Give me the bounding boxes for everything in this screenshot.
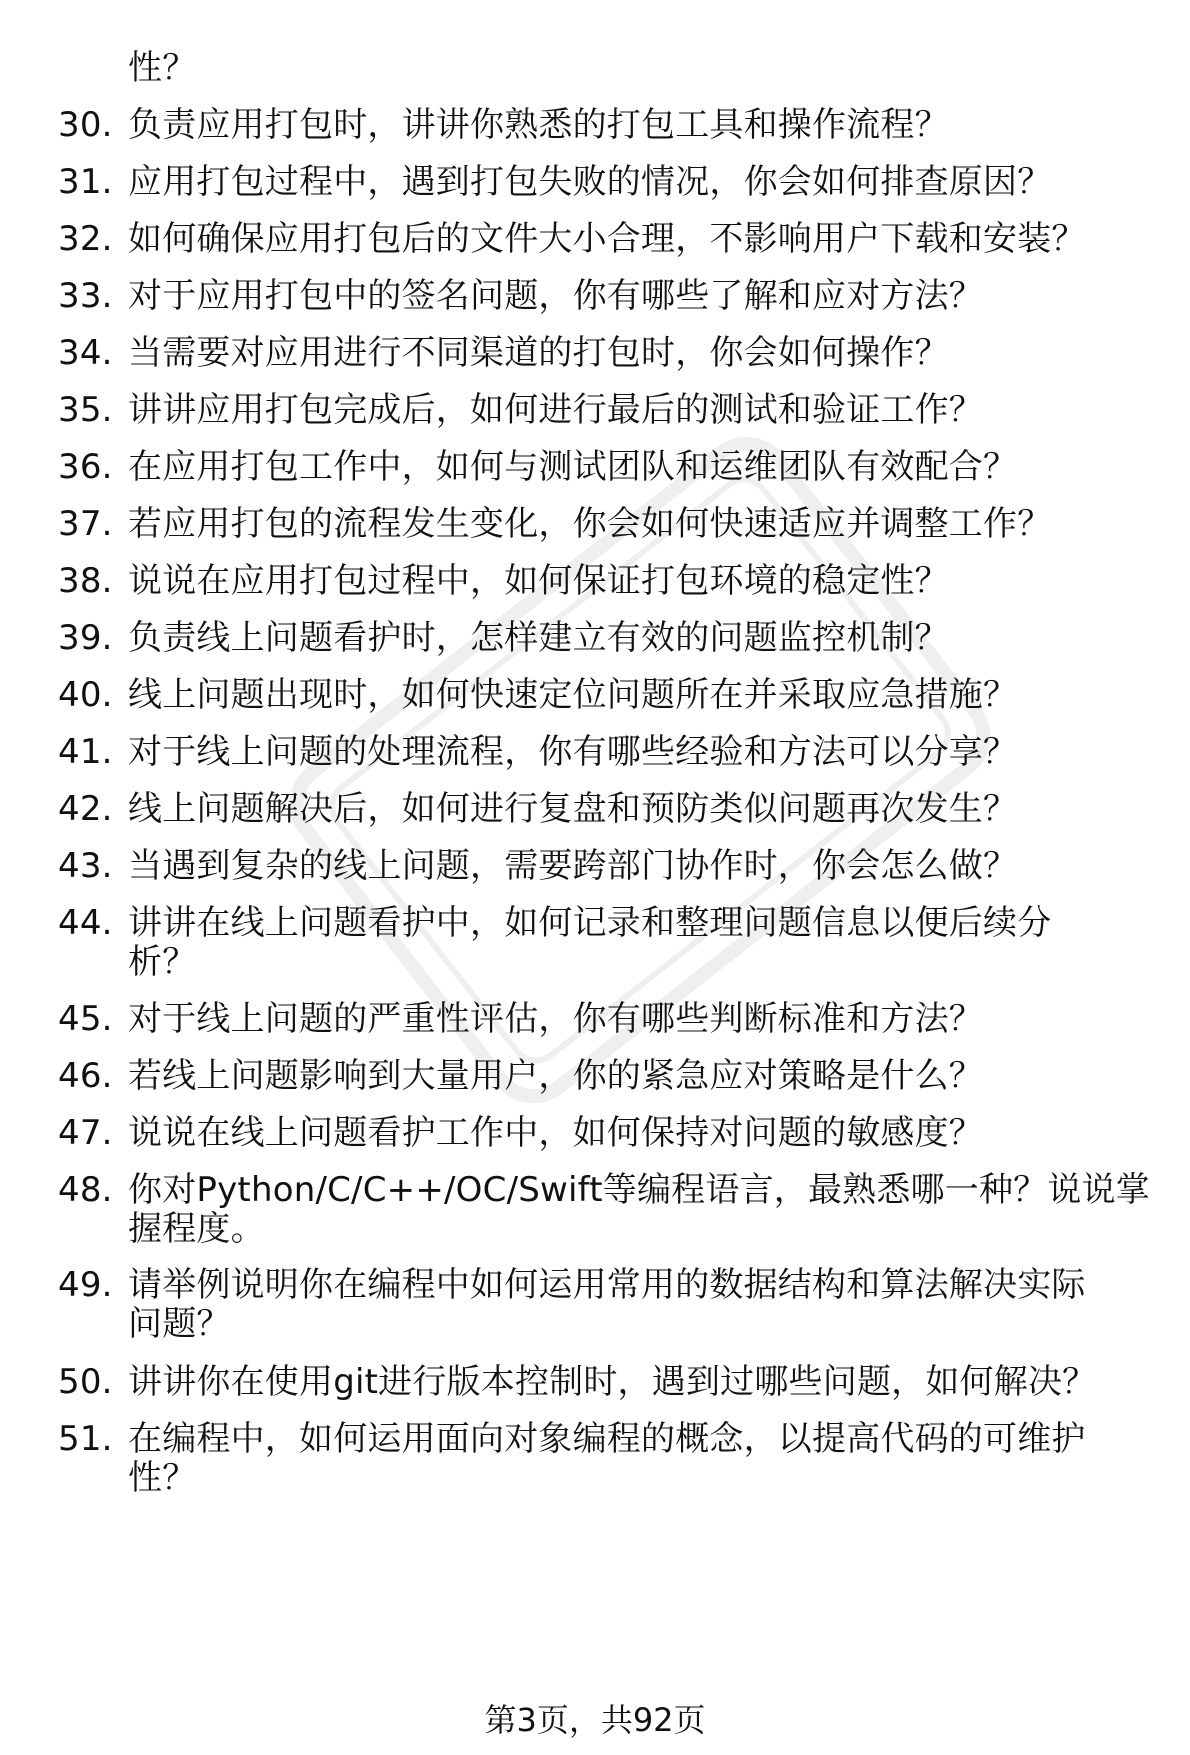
question-text: 在应用打包工作中，如何与测试团队和运维团队有效配合？ [128, 447, 1018, 487]
question-text: 负责线上问题看护时，怎样建立有效的问题监控机制？ [128, 618, 949, 658]
question-number: 41. [58, 732, 113, 772]
question-text: 当需要对应用进行不同渠道的打包时，你会如何操作？ [128, 333, 949, 373]
question-number: 45. [58, 999, 113, 1039]
question-number: 38. [58, 561, 113, 601]
question-number: 51. [58, 1419, 113, 1459]
question-text: 对于线上问题的严重性评估，你有哪些判断标准和方法？ [128, 999, 983, 1039]
question-text: 对于线上问题的处理流程，你有哪些经验和方法可以分享？ [128, 732, 1018, 772]
question-number: 46. [58, 1056, 113, 1096]
question-text: 说说在应用打包过程中，如何保证打包环境的稳定性？ [128, 561, 949, 601]
question-text: 讲讲在线上问题看护中，如何记录和整理问题信息以便后续分 [128, 903, 1052, 943]
question-text: 在编程中，如何运用面向对象编程的概念，以提高代码的可维护 [128, 1419, 1086, 1459]
question-text: 线上问题解决后，如何进行复盘和预防类似问题再次发生？ [128, 789, 1018, 829]
question-number: 31. [58, 162, 113, 202]
question-text: 讲讲你在使用git进行版本控制时，遇到过哪些问题，如何解决？ [128, 1362, 1097, 1402]
question-number: 36. [58, 447, 113, 487]
question-text: 讲讲应用打包完成后，如何进行最后的测试和验证工作？ [128, 390, 983, 430]
question-number: 34. [58, 333, 113, 373]
question-text: 说说在线上问题看护工作中，如何保持对问题的敏感度？ [128, 1113, 983, 1153]
question-text: 你对Python/C/C++/OC/Swift等编程语言，最熟悉哪一种？说说掌 [128, 1170, 1150, 1210]
question-number: 33. [58, 276, 113, 316]
question-text: 若线上问题影响到大量用户，你的紧急应对策略是什么？ [128, 1056, 983, 1096]
question-text: 性？ [128, 1458, 197, 1498]
question-number: 47. [58, 1113, 113, 1153]
question-text: 负责应用打包时，讲讲你熟悉的打包工具和操作流程？ [128, 105, 949, 145]
question-number: 40. [58, 675, 113, 715]
question-number: 50. [58, 1362, 113, 1402]
question-number: 43. [58, 846, 113, 886]
question-text: 若应用打包的流程发生变化，你会如何快速适应并调整工作？ [128, 504, 1052, 544]
question-text: 当遇到复杂的线上问题，需要跨部门协作时，你会怎么做？ [128, 846, 1018, 886]
question-number: 35. [58, 390, 113, 430]
question-number: 37. [58, 504, 113, 544]
question-text: 线上问题出现时，如何快速定位问题所在并采取应急措施？ [128, 675, 1018, 715]
question-number: 30. [58, 105, 113, 145]
question-text: 如何确保应用打包后的文件大小合理，不影响用户下载和安装？ [128, 219, 1086, 259]
question-text: 握程度。 [128, 1209, 265, 1249]
question-number: 48. [58, 1170, 113, 1210]
question-text: 请举例说明你在编程中如何运用常用的数据结构和算法解决实际 [128, 1265, 1086, 1305]
question-text: 析？ [128, 942, 197, 982]
question-number: 49. [58, 1265, 113, 1305]
question-number: 42. [58, 789, 113, 829]
question-text: 应用打包过程中，遇到打包失败的情况，你会如何排查原因？ [128, 162, 1052, 202]
page-footer: 第3页，共92页 [484, 1701, 706, 1739]
question-number: 44. [58, 903, 113, 943]
question-text: 性？ [128, 48, 197, 88]
question-text: 对于应用打包中的签名问题，你有哪些了解和应对方法？ [128, 276, 983, 316]
question-number: 32. [58, 219, 113, 259]
question-number: 39. [58, 618, 113, 658]
question-text: 问题？ [128, 1304, 231, 1344]
